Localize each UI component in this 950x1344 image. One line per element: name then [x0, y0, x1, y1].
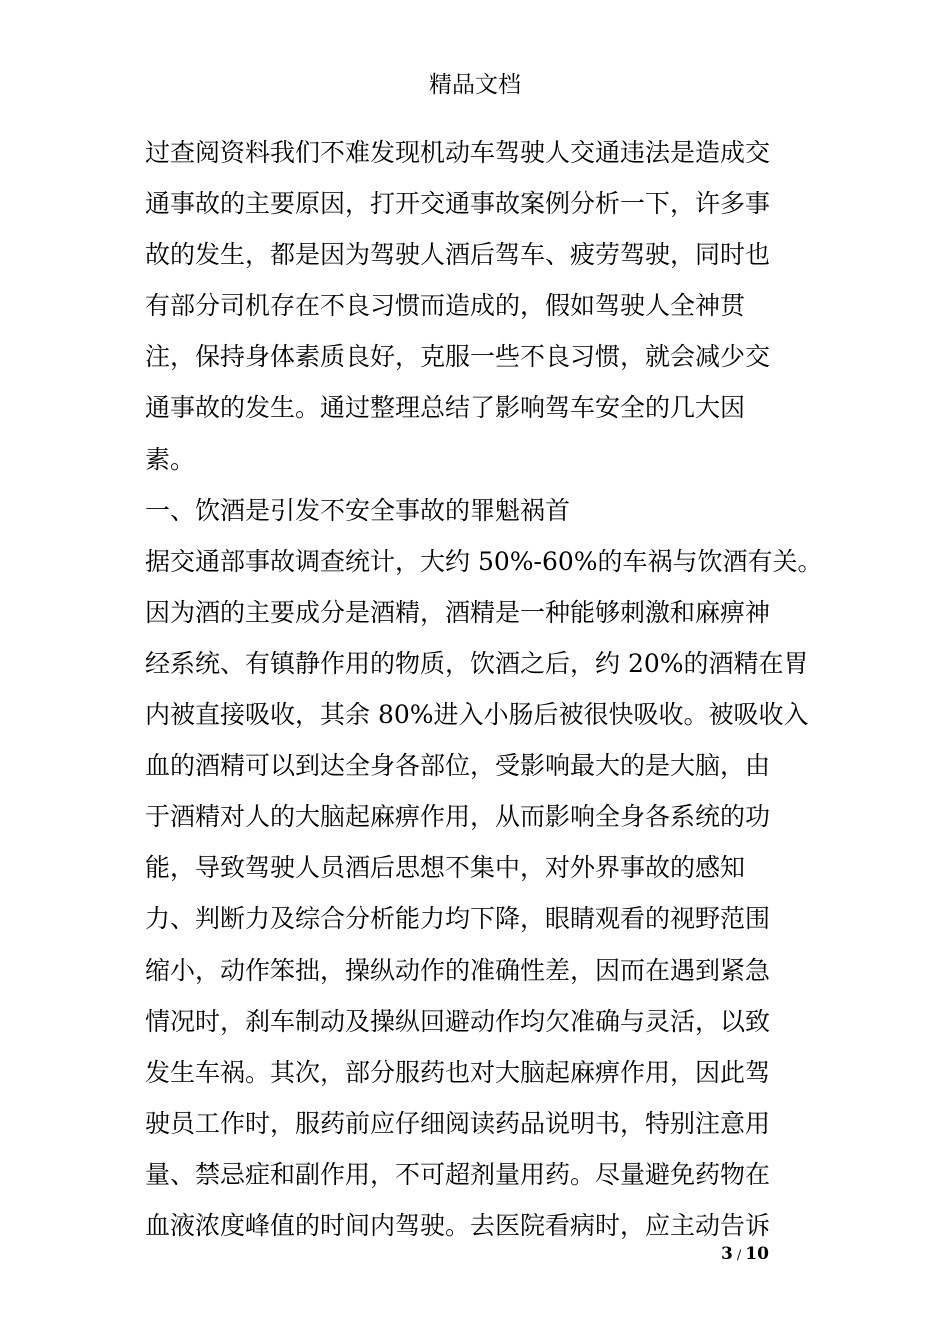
page-header: 精品文档	[429, 72, 521, 98]
text-line: 血的酒精可以到达全身各部位，受影响最大的是大脑，由	[145, 751, 771, 781]
text-line: 量、禁忌症和副作用，不可超剂量用药。尽量避免药物在	[145, 1159, 771, 1189]
text-line: 注，保持身体素质良好，克服一些不良习惯，就会减少交	[145, 342, 771, 372]
text-line: 力、判断力及综合分析能力均下降，眼睛观看的视野范围	[145, 904, 771, 934]
total-pages-number: 10	[745, 1244, 769, 1264]
text-line: 缩小，动作笨拙，操纵动作的准确性差，因而在遇到紧急	[145, 955, 771, 985]
text-line: 因为酒的主要成分是酒精，酒精是一种能够刺激和麻痹神	[145, 597, 771, 627]
text-line: 故的发生，都是因为驾驶人酒后驾车、疲劳驾驶，同时也	[145, 240, 771, 270]
text-line: 内被直接吸收，其余 80%进入小肠后被很快吸收。被吸收入	[145, 700, 809, 730]
current-page-number: 3	[721, 1244, 733, 1264]
text-line: 驶员工作时，服药前应仔细阅读药品说明书，特别注意用	[145, 1108, 771, 1138]
text-line: 能，导致驾驶人员酒后思想不集中，对外界事故的感知	[145, 853, 746, 883]
text-line: 通事故的发生。通过整理总结了影响驾车安全的几大因	[145, 393, 746, 423]
text-line: 通事故的主要原因，打开交通事故案例分析一下，许多事	[145, 189, 771, 219]
text-line: 有部分司机存在不良习惯而造成的，假如驾驶人全神贯	[145, 291, 746, 321]
text-line: 据交通部事故调查统计，大约 50%-60%的车祸与饮酒有关。	[145, 546, 823, 576]
text-line: 素。	[145, 444, 196, 474]
text-line: 于酒精对人的大脑起麻痹作用，从而影响全身各系统的功	[145, 802, 771, 832]
page-separator: /	[736, 1248, 742, 1263]
text-line: 过查阅资料我们不难发现机动车驾驶人交通违法是造成交	[145, 138, 771, 167]
text-line: 血液浓度峰值的时间内驾驶。去医院看病时，应主动告诉	[145, 1210, 771, 1240]
section-heading: 一、饮酒是引发不安全事故的罪魁祸首	[145, 495, 571, 525]
text-line: 经系统、有镇静作用的物质，饮酒之后，约 20%的酒精在胃	[145, 648, 809, 678]
text-line: 发生车祸。其次，部分服药也对大脑起麻痹作用，因此驾	[145, 1057, 771, 1087]
text-line: 情况时，刹车制动及操纵回避动作均欠准确与灵活，以致	[145, 1006, 771, 1036]
page-number	[700, 1243, 790, 1267]
document-body	[145, 127, 823, 1251]
